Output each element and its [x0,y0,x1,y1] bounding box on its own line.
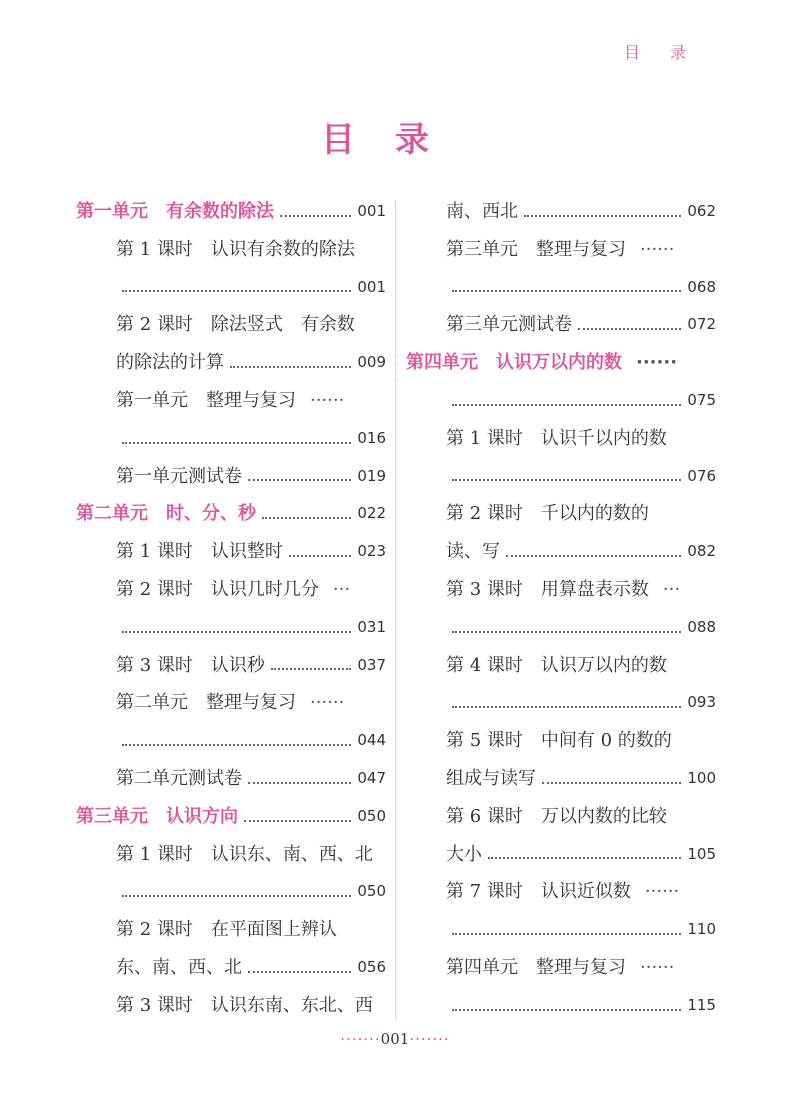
page-number: 001 [380,1030,410,1048]
toc-page-number: 062 [687,202,716,220]
toc-entry[interactable] [76,722,386,760]
toc-entry-title: 第 1 课时 认识整时 [116,541,283,563]
toc-entry[interactable] [406,760,716,798]
toc-trailing-dots: ··· [332,578,351,600]
toc-entry[interactable] [76,911,386,949]
toc-unit-entry[interactable] [406,344,716,382]
toc-page-number: 001 [357,277,386,296]
toc-leader-dots [122,744,351,746]
toc-entry[interactable] [406,836,716,874]
toc-entry-title: 第 1 课时 认识东、南、西、北 [116,843,373,865]
footer-dots-left: ······· [340,1030,381,1048]
toc-page-number: 009 [357,353,386,372]
toc-leader-dots [452,404,681,406]
toc-entry[interactable] [76,873,386,911]
toc-entry[interactable] [76,987,386,1025]
toc-page-number: 088 [687,617,716,636]
toc-leader-dots [244,820,351,822]
toc-entry-title: 第四单元 认识万以内的数 [406,352,622,374]
toc-leader-dots [122,442,351,444]
toc-entry[interactable] [406,533,716,571]
toc-entry[interactable] [76,231,386,269]
toc-left-column [76,193,386,1025]
toc-entry-title: 第一单元测试卷 [116,465,242,487]
toc-page-number: 050 [357,806,386,825]
toc-leader-dots [289,555,351,557]
toc-entry-title: 第 6 课时 万以内数的比较 [446,805,667,827]
toc-entry[interactable] [406,647,716,685]
toc-entry-title: 组成与读写 [446,767,536,789]
toc-entry[interactable] [406,949,716,987]
toc-leader-dots [248,782,351,784]
toc-leader-dots [452,290,681,292]
toc-entry-title: 第三单元 认识方向 [76,805,238,827]
toc-entry-title: 第二单元 时、分、秒 [76,503,256,525]
toc-unit-entry[interactable] [76,193,386,231]
toc-leader-dots [488,857,681,859]
toc-entry-title: 的除法的计算 [116,352,224,374]
toc-leader-dots [122,290,351,292]
page-footer [0,1030,790,1048]
toc-entry[interactable] [406,798,716,836]
toc-page-number: 075 [687,390,716,409]
toc-entry-title: 第二单元 整理与复习 [116,692,296,714]
toc-entry[interactable] [76,647,386,685]
toc-leader-dots [452,631,681,633]
toc-page-number: 082 [687,542,716,561]
toc-entry-title: 第一单元 整理与复习 [116,389,296,411]
toc-entry-title: 读、写 [446,541,500,563]
toc-entry-title: 大小 [446,843,482,865]
toc-leader-dots [524,215,681,217]
toc-page-number: 105 [687,844,716,863]
toc-page-number: 022 [357,504,386,523]
toc-page-number: 037 [357,655,386,674]
toc-entry[interactable] [76,760,386,798]
toc-leader-dots [230,366,351,368]
toc-trailing-dots: ······ [644,881,680,903]
toc-trailing-dots: ······ [640,956,675,978]
toc-leader-dots [506,555,681,557]
toc-entry[interactable] [406,420,716,458]
toc-leader-dots [452,1009,681,1011]
toc-page-number: 044 [357,731,386,750]
toc-page-number: 076 [687,466,716,485]
toc-entry-title: 第 3 课时 认识秒 [116,654,265,676]
toc-entry[interactable] [406,722,716,760]
toc-page-number: 019 [357,466,386,485]
toc-page-number: 016 [357,428,386,447]
toc-leader-dots [271,668,351,670]
toc-page-number: 100 [687,768,716,787]
toc-entry-title: 第 5 课时 中间有 0 的数的 [446,730,672,752]
toc-page-number: 031 [357,617,386,636]
toc-entry-title: 第三单元测试卷 [446,314,572,336]
toc-leader-dots [542,782,681,784]
toc-page-number: 093 [687,693,716,712]
toc-page-number: 056 [357,957,386,976]
toc-entry[interactable] [406,609,716,647]
toc-entry-title: 第 2 课时 认识几时几分 [116,578,319,600]
toc-trailing-dots: ··· [662,578,681,600]
toc-entry[interactable] [76,609,386,647]
toc-unit-entry[interactable] [76,495,386,533]
toc-entry[interactable] [76,269,386,307]
toc-trailing-dots: ······ [310,389,345,411]
toc-entry-title: 第一单元 有余数的除法 [76,201,274,222]
footer-dots-right: ······· [409,1030,450,1048]
toc-entry[interactable] [406,684,716,722]
toc-leader-dots [248,479,351,481]
column-divider [395,200,396,1020]
toc-entry[interactable] [406,458,716,496]
toc-page-number: 050 [357,882,386,901]
page-title: 目录 [321,120,469,160]
toc-leader-dots [578,328,681,330]
toc-leader-dots [280,215,351,217]
toc-trailing-dots: ······ [640,238,675,260]
toc-entry[interactable] [76,344,386,382]
toc-entry[interactable] [76,571,386,609]
toc-leader-dots [262,517,351,519]
running-header: 目录 [623,43,716,62]
toc-entry-title: 第 7 课时 认识近似数 [446,881,631,903]
toc-entry[interactable] [76,684,386,722]
toc-page-number: 023 [357,542,386,561]
toc-entry[interactable] [76,420,386,458]
toc-entry-title: 第 3 课时 认识东南、东北、西 [116,994,373,1016]
toc-leader-dots [452,706,681,708]
toc-leader-dots [122,631,351,633]
toc-leader-dots [452,479,681,481]
toc-entry-title: 第二单元测试卷 [116,767,242,789]
toc-entry-title: 第 2 课时 在平面图上辨认 [116,919,337,941]
toc-entry[interactable] [76,382,386,420]
toc-entry[interactable] [406,987,716,1025]
toc-entry[interactable] [406,382,716,420]
toc-entry[interactable] [406,269,716,307]
toc-entry[interactable] [406,571,716,609]
toc-entry[interactable] [76,458,386,496]
toc-leader-dots [248,971,351,973]
toc-entry[interactable] [406,911,716,949]
toc-entry[interactable] [76,836,386,874]
toc-entry-title: 南、西北 [446,201,518,222]
toc-entry[interactable] [406,873,716,911]
toc-entry[interactable] [406,306,716,344]
toc-trailing-dots: ······ [310,692,345,714]
toc-entry[interactable] [76,949,386,987]
toc-right-column [406,193,716,1025]
toc-entry-title: 第 2 课时 千以内的数的 [446,503,649,525]
toc-entry[interactable] [406,231,716,269]
toc-entry[interactable] [76,533,386,571]
toc-entry-title: 第 3 课时 用算盘表示数 [446,578,649,600]
toc-page-number: 110 [687,920,716,939]
toc-entry-title: 第 2 课时 除法竖式 有余数 [116,314,355,336]
toc-entry-title: 第四单元 整理与复习 [446,956,626,978]
toc-unit-entry[interactable] [76,798,386,836]
toc-page-number: 047 [357,768,386,787]
toc-page-number: 115 [687,995,716,1014]
toc-entry-title: 第三单元 整理与复习 [446,238,626,260]
toc-page-number: 068 [687,277,716,296]
toc-entry-title: 第 4 课时 认识万以内的数 [446,654,667,676]
toc-leader-dots [452,933,681,935]
toc-page-number: 001 [357,202,386,220]
toc-entry[interactable] [406,495,716,533]
toc-trailing-dots: ······ [636,352,678,374]
toc-page-number: 072 [687,315,716,334]
toc-entry-title: 东、南、西、北 [116,956,242,978]
toc-leader-dots [122,895,351,897]
toc-entry[interactable] [406,193,716,231]
toc-entry-title: 第 1 课时 认识有余数的除法 [116,238,355,260]
toc-entry-title: 第 1 课时 认识千以内的数 [446,427,667,449]
toc-entry[interactable] [76,306,386,344]
